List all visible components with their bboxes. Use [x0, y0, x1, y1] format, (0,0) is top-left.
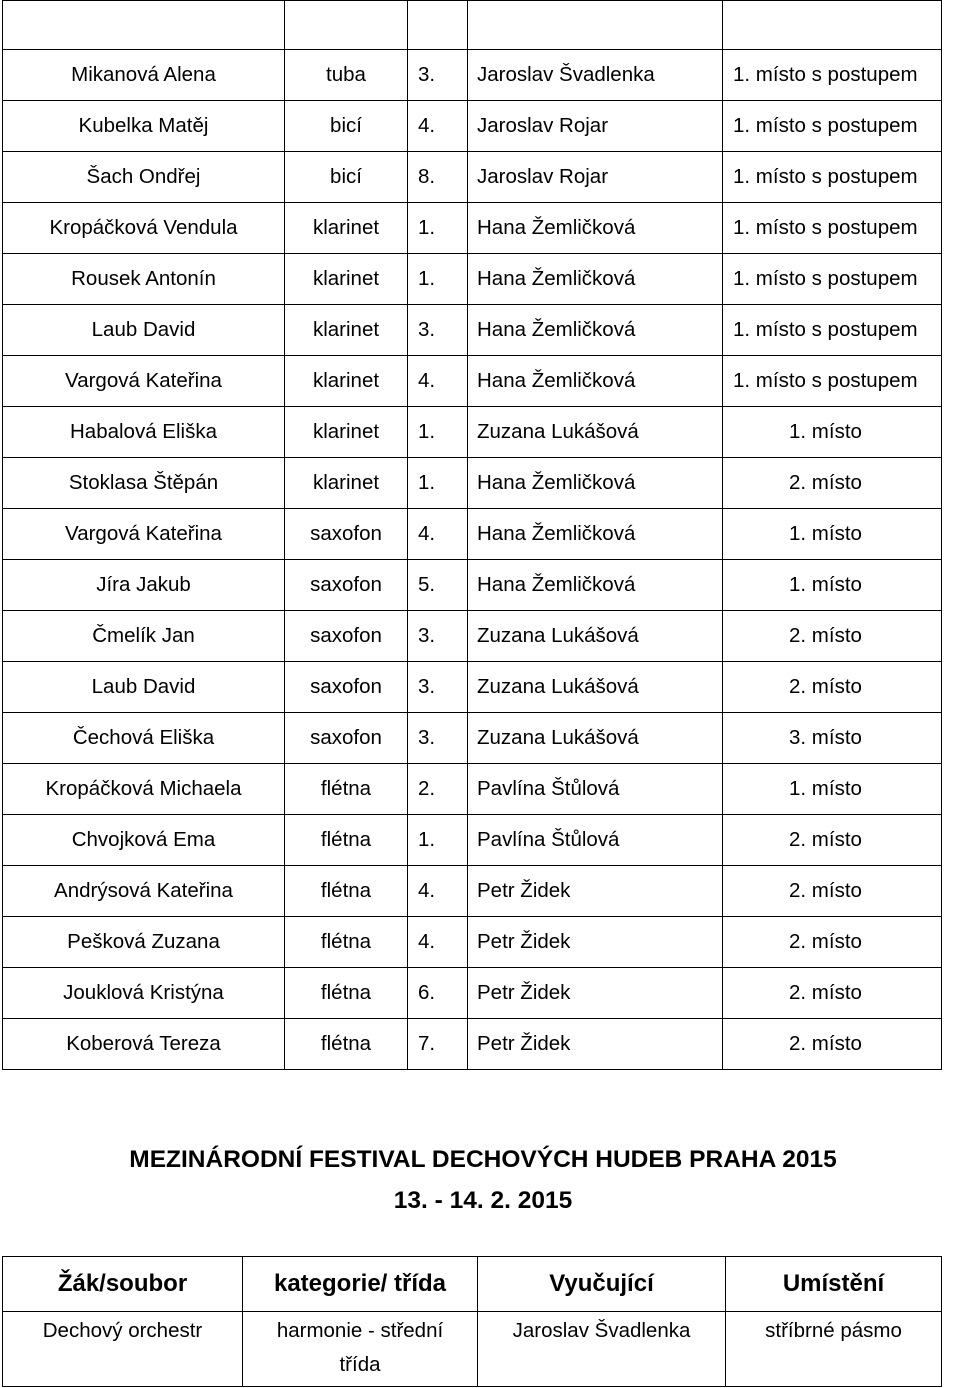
cell-instrument: saxofon	[285, 662, 408, 713]
table-row	[3, 254, 942, 305]
cell-place: 2. místo	[723, 866, 942, 917]
table-row	[3, 713, 942, 764]
cell-grade: 1.	[408, 254, 468, 305]
cell-name: Koberová Tereza	[3, 1019, 285, 1070]
cell-name: Šach Ondřej	[3, 152, 285, 203]
cell-grade: 1.	[408, 203, 468, 254]
cell-teacher: Pavlína Štůlová	[468, 764, 723, 815]
cell-teacher: Petr Židek	[468, 866, 723, 917]
table-row	[3, 560, 942, 611]
cell-grade: 4.	[408, 866, 468, 917]
cell-place: 2. místo	[723, 815, 942, 866]
cell-instrument: klarinet	[285, 458, 408, 509]
cell-instrument: bicí	[285, 101, 408, 152]
cell-place: 2. místo	[723, 1019, 942, 1070]
cell-instrument: klarinet	[285, 305, 408, 356]
cell-grade: 5.	[408, 560, 468, 611]
table-row	[3, 866, 942, 917]
cell-instrument: klarinet	[285, 254, 408, 305]
cell-place: 2. místo	[723, 458, 942, 509]
cell-name: Kropáčková Vendula	[3, 203, 285, 254]
cell-teacher: Zuzana Lukášová	[468, 407, 723, 458]
cell-instrument: klarinet	[285, 407, 408, 458]
cell-teacher: Zuzana Lukášová	[468, 662, 723, 713]
table-row	[3, 356, 942, 407]
cell-teacher: Hana Žemličková	[468, 356, 723, 407]
cell-grade: 4.	[408, 101, 468, 152]
cell-instrument: flétna	[285, 917, 408, 968]
cell-grade: 7.	[408, 1019, 468, 1070]
cell-name: Vargová Kateřina	[3, 356, 285, 407]
table-row	[3, 764, 942, 815]
cell-teacher: Petr Židek	[468, 968, 723, 1019]
festival-title: MEZINÁRODNÍ FESTIVAL DECHOVÝCH HUDEB PRAHA 2015	[129, 1146, 837, 1173]
table-row	[3, 509, 942, 560]
cell-grade: 3.	[408, 662, 468, 713]
cell-name: Chvojková Ema	[3, 815, 285, 866]
cell-name: Jíra Jakub	[3, 560, 285, 611]
cell-grade: 4.	[408, 356, 468, 407]
cell-grade: 4.	[408, 917, 468, 968]
cell-place: 1. místo	[723, 509, 942, 560]
cell-grade: 3.	[408, 305, 468, 356]
cell-instrument: tuba	[285, 50, 408, 101]
cell-name: Habalová Eliška	[3, 407, 285, 458]
cell-teacher: Jaroslav Švadlenka	[478, 1312, 726, 1387]
cell-teacher: Zuzana Lukášová	[468, 713, 723, 764]
cell-teacher: Zuzana Lukášová	[468, 611, 723, 662]
cell-placement: stříbrné pásmo	[726, 1312, 942, 1387]
results-table	[2, 0, 942, 1070]
cell-name: Jouklová Kristýna	[3, 968, 285, 1019]
table-row	[3, 1312, 942, 1387]
cell-name: Rousek Antonín	[3, 254, 285, 305]
cell-grade: 8.	[408, 152, 468, 203]
cell-place: 2. místo	[723, 917, 942, 968]
cell-place: 1. místo s postupem	[723, 152, 942, 203]
cell-instrument: flétna	[285, 815, 408, 866]
cell-place: 1. místo s postupem	[723, 203, 942, 254]
cell-name: Kropáčková Michaela	[3, 764, 285, 815]
category-text: harmonie - střední třída	[276, 1319, 444, 1376]
cell-grade: 6.	[408, 968, 468, 1019]
cell-teacher: Hana Žemličková	[468, 458, 723, 509]
cell-place: 1. místo s postupem	[723, 254, 942, 305]
cell-place: 2. místo	[723, 968, 942, 1019]
cell-instrument: flétna	[285, 866, 408, 917]
table-row	[3, 305, 942, 356]
cell-teacher: Hana Žemličková	[468, 254, 723, 305]
cell-teacher: Pavlína Štůlová	[468, 815, 723, 866]
cell-teacher: Hana Žemličková	[468, 305, 723, 356]
cell-teacher: Petr Židek	[468, 917, 723, 968]
cell-teacher: Jaroslav Rojar	[468, 101, 723, 152]
table-row	[3, 50, 942, 101]
table-row	[3, 458, 942, 509]
cell-instrument: saxofon	[285, 713, 408, 764]
table-row	[3, 152, 942, 203]
festival-table	[2, 1256, 942, 1387]
cell-name: Andrýsová Kateřina	[3, 866, 285, 917]
cell-name: Laub David	[3, 305, 285, 356]
cell-category	[243, 1312, 478, 1387]
table-row	[3, 203, 942, 254]
cell-place: 2. místo	[723, 662, 942, 713]
header-row	[3, 1257, 942, 1312]
cell-instrument: flétna	[285, 968, 408, 1019]
cell-teacher: Jaroslav Rojar	[468, 152, 723, 203]
table-row	[3, 1019, 942, 1070]
cell-place: 2. místo	[723, 611, 942, 662]
cell-teacher: Hana Žemličková	[468, 560, 723, 611]
cell-instrument: flétna	[285, 764, 408, 815]
cell-grade: 3.	[408, 611, 468, 662]
table-row	[3, 611, 942, 662]
cell-place: 3. místo	[723, 713, 942, 764]
cell-name: Čmelík Jan	[3, 611, 285, 662]
cell-teacher: Hana Žemličková	[468, 509, 723, 560]
cell-instrument: bicí	[285, 152, 408, 203]
table-row	[3, 968, 942, 1019]
header-category: kategorie/ třída	[243, 1257, 478, 1312]
cell-instrument: saxofon	[285, 509, 408, 560]
table-row	[3, 815, 942, 866]
cell-grade: 4.	[408, 509, 468, 560]
cell-name: Kubelka Matěj	[3, 101, 285, 152]
festival-dates: 13. - 14. 2. 2015	[393, 1187, 573, 1214]
cell-instrument: klarinet	[285, 356, 408, 407]
table-row	[3, 917, 942, 968]
cell-grade: 1.	[408, 458, 468, 509]
cell-name: Pešková Zuzana	[3, 917, 285, 968]
cell-place: 1. místo s postupem	[723, 356, 942, 407]
cell-instrument: saxofon	[285, 560, 408, 611]
cell-ensemble: Dechový orchestr	[3, 1312, 243, 1387]
cell-teacher: Hana Žemličková	[468, 203, 723, 254]
cell-place: 1. místo s postupem	[723, 305, 942, 356]
table-row	[3, 662, 942, 713]
cell-grade: 1.	[408, 815, 468, 866]
cell-teacher: Petr Židek	[468, 1019, 723, 1070]
cell-grade: 2.	[408, 764, 468, 815]
header-teacher: Vyučující	[478, 1257, 726, 1312]
table-row	[3, 407, 942, 458]
cell-grade: 3.	[408, 50, 468, 101]
cell-teacher: Jaroslav Švadlenka	[468, 50, 723, 101]
cell-place: 1. místo	[723, 764, 942, 815]
cell-name: Mikanová Alena	[3, 50, 285, 101]
cell-grade: 1.	[408, 407, 468, 458]
cell-name: Vargová Kateřina	[3, 509, 285, 560]
cell-name: Stoklasa Štěpán	[3, 458, 285, 509]
table-row	[3, 101, 942, 152]
cell-name: Laub David	[3, 662, 285, 713]
cell-place: 1. místo	[723, 560, 942, 611]
cell-instrument: klarinet	[285, 203, 408, 254]
header-placement: Umístění	[726, 1257, 942, 1312]
cell-grade: 3.	[408, 713, 468, 764]
cell-instrument: saxofon	[285, 611, 408, 662]
cell-place: 1. místo s postupem	[723, 101, 942, 152]
header-student: Žák/soubor	[3, 1257, 243, 1312]
cell-instrument: flétna	[285, 1019, 408, 1070]
cell-name: Čechová Eliška	[3, 713, 285, 764]
cell-place: 1. místo s postupem	[723, 50, 942, 101]
cell-place: 1. místo	[723, 407, 942, 458]
table-row	[3, 1, 942, 50]
